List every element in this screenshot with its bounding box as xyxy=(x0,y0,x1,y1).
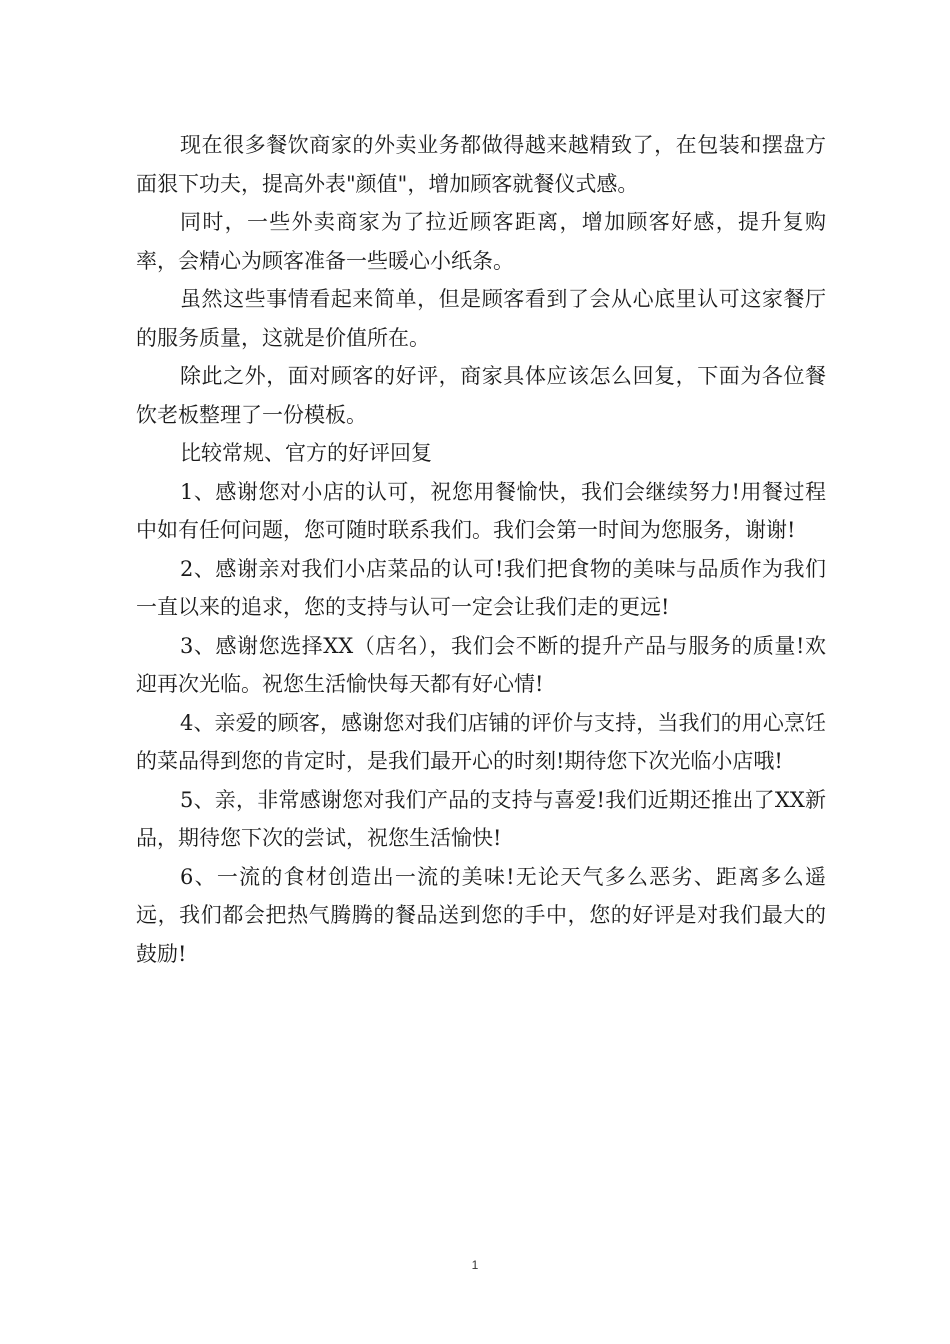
section-heading: 比较常规、官方的好评回复 xyxy=(180,441,432,465)
reply-item-1: 1、感谢您对小店的认可，祝您用餐愉快，我们会继续努力!用餐过程中如有任何问题，您可随时联系我们。我们会第一时间为您服务，谢谢! xyxy=(136,479,826,542)
paragraph-notes: 同时，一些外卖商家为了拉近顾客距离，增加顾客好感，提升复购率，会精心为顾客准备一些暖心小纸条。 xyxy=(136,210,826,273)
paragraph-template-intro: 除此之外，面对顾客的好评，商家具体应该怎么回复，下面为各位餐饮老板整理了一份模板。 xyxy=(136,364,826,427)
reply-item-6: 6、一流的食材创造出一流的美味!无论天气多么恶劣、距离多么遥远，我们都会把热气腾腾的餐品送到您的手中，您的好评是对我们最大的鼓励! xyxy=(136,864,826,966)
reply-item-5: 5、亲，非常感谢您对我们产品的支持与喜爱!我们近期还推出了XX新品，期待您下次的尝试，祝您生活愉快! xyxy=(136,787,826,850)
page-number: 1 xyxy=(471,1258,479,1272)
paragraph-value: 虽然这些事情看起来简单，但是顾客看到了会从心底里认可这家餐厅的服务质量，这就是价值所在。 xyxy=(136,287,826,350)
reply-item-4: 4、亲爱的顾客，感谢您对我们店铺的评价与支持，当我们的用心烹饪的菜品得到您的肯定时，是我们最开心的时刻!期待您下次光临小店哦! xyxy=(136,710,826,773)
reply-item-2: 2、感谢亲对我们小店菜品的认可!我们把食物的美味与品质作为我们一直以来的追求，您的支持与认可一定会让我们走的更远! xyxy=(136,556,826,619)
paragraph-intro: 现在很多餐饮商家的外卖业务都做得越来越精致了，在包装和摆盘方面狠下功夫，提高外表"颜值"，增加顾客就餐仪式感。 xyxy=(136,133,826,196)
document-body xyxy=(136,126,826,973)
reply-item-3: 3、感谢您选择XX（店名），我们会不断的提升产品与服务的质量!欢迎再次光临。祝您生活愉快每天都有好心情! xyxy=(136,633,826,696)
